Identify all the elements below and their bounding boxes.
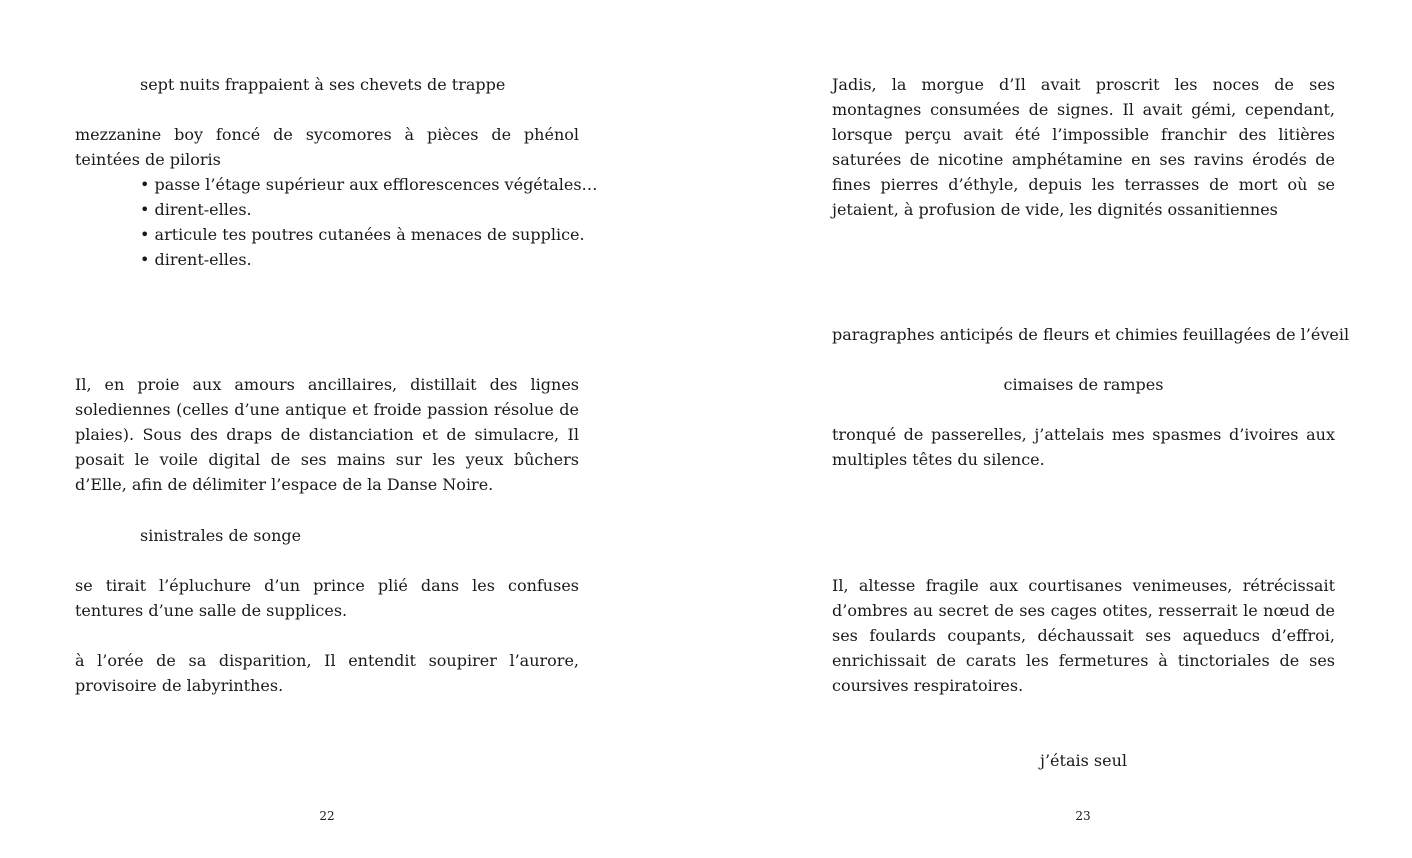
left-verse-line-2: sinistrales de songe [140, 526, 302, 545]
bullet-item-2: • dirent-elles. [140, 197, 600, 222]
left-page-number: 22 [319, 809, 335, 823]
right-page [706, 0, 1412, 858]
bullet-item-1: • passe l’étage supérieur aux efflorescences végétales… [140, 172, 600, 197]
right-paragraph-3: Il, altesse fragile aux courtisanes venimeuses, rétrécissait d’ombres au secret de ses cages otites, resserrait le nœud de ses foulards coupants, déchaussait ses aqueducs d’effroi, enrichissait de carats les fermetures à tinctoriales de ses coursives respiratoires. [832, 576, 1335, 695]
right-verse-line-2: cimaises de rampes [1003, 375, 1164, 394]
right-paragraph-2: tronqué de passerelles, j’attelais mes spasmes d’ivoires aux multiples têtes du silence. [832, 425, 1335, 469]
left-paragraph-1: mezzanine boy foncé de sycomores à pièces de phénol teintées de piloris [75, 125, 579, 169]
bullet-item-3: • articule tes poutres cutanées à menaces de supplice. [140, 222, 600, 247]
right-page-number: 23 [1075, 809, 1091, 823]
right-verse-line-3: j’étais seul [1040, 751, 1127, 770]
right-paragraph-1: Jadis, la morgue d’Il avait proscrit les noces de ses montagnes consumées de signes. Il avait gémi, cependant, lorsque perçu avait été l’impossible franchir des litières saturées de nicotine amphétamine en ses ravins érodés de fines pierres d’éthyle, depuis les terrasses de mort où se jetaient, à profusion de vide, les dignités ossanitiennes [832, 75, 1335, 219]
bullet-item-4: • dirent-elles. [140, 247, 600, 272]
right-verse-line-1: paragraphes anticipés de fleurs et chimies feuillagées de l’éveil [832, 325, 1350, 344]
left-paragraph-4: à l’orée de sa disparition, Il entendit soupirer l’aurore, provisoire de labyrinthes. [75, 651, 579, 695]
left-paragraph-2: Il, en proie aux amours ancillaires, distillait des lignes solediennes (celles d’une antique et froide passion résolue de plaies). Sous des draps de distanciation et de simulacre, Il posait le voile digital de ses mains sur les yeux bûchers d’Elle, afin de délimiter l’espace de la Danse Noire. [75, 375, 579, 494]
left-verse-line-1: sept nuits frappaient à ses chevets de trappe [140, 75, 506, 94]
left-paragraph-3: se tirait l’épluchure d’un prince plié dans les confuses tentures d’une salle de supplices. [75, 576, 579, 620]
left-bullet-list [140, 172, 600, 272]
